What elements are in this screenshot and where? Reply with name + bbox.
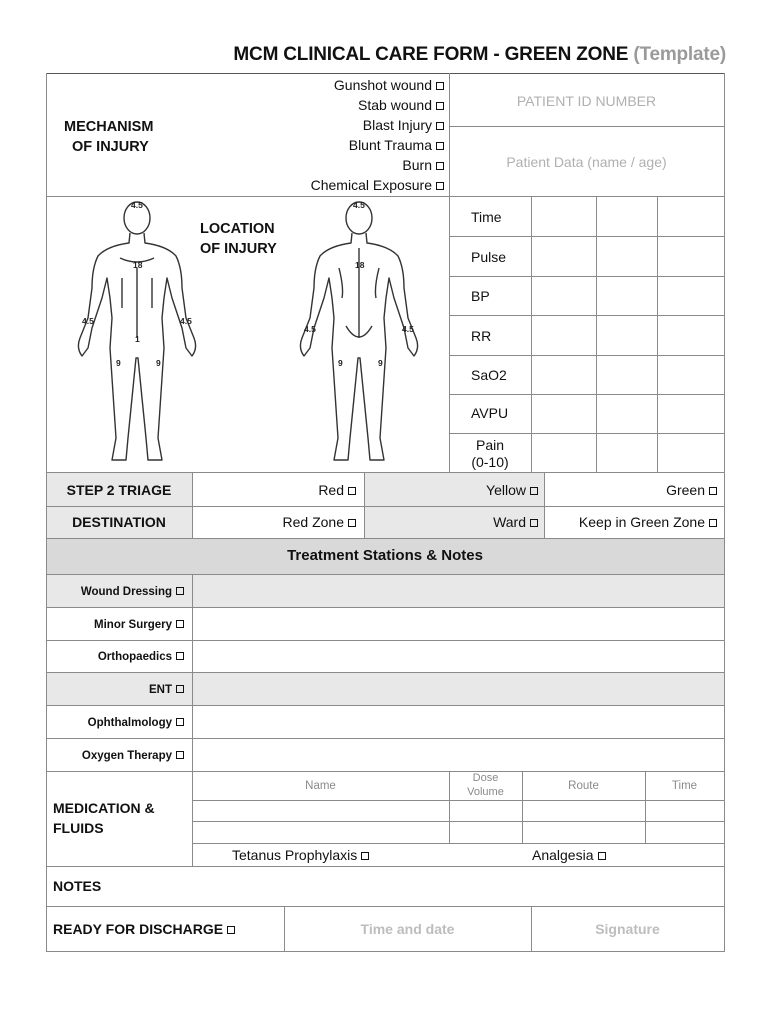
checkbox-icon[interactable] [176,652,184,660]
triage-option-red[interactable]: Red [318,482,356,498]
vitals-label-avpu: AVPU [471,405,509,421]
vitals-label-bp: BP [471,288,490,304]
destination-option-red-zone[interactable]: Red Zone [283,514,356,530]
form-title [46,44,726,72]
medication-col-route: Route [568,780,599,792]
checkbox-icon[interactable] [436,142,444,150]
checkbox-icon[interactable] [709,519,717,527]
mechanism-option-chemical[interactable]: Chemical Exposure [311,177,444,193]
vitals-label-pain-scale: (0-10) [471,454,509,470]
vitals-label-pulse: Pulse [471,249,507,265]
tetanus-prophylaxis-option[interactable]: Tetanus Prophylaxis [232,847,369,863]
front-label-groin: 1 [135,334,140,344]
medication-label-line1: MEDICATION & [53,800,155,816]
checkbox-icon[interactable] [436,162,444,170]
back-label-head: 4.5 [353,200,365,210]
checkbox-icon[interactable] [176,718,184,726]
medication-col-name: Name [305,780,336,792]
checkbox-icon[interactable] [436,182,444,190]
checkbox-icon[interactable] [709,487,717,495]
mechanism-heading-line1: MECHANISM [64,119,154,135]
station-wound-dressing[interactable]: Wound Dressing [81,584,184,600]
vitals-label-time: Time [471,209,502,225]
checkbox-icon[interactable] [436,82,444,90]
mechanism-option-blast[interactable]: Blast Injury [363,117,444,133]
destination-option-green-zone[interactable]: Keep in Green Zone [579,514,717,530]
discharge-signature-field[interactable]: Signature [595,921,660,937]
location-heading-line2: OF INJURY [200,241,277,257]
checkbox-icon[interactable] [348,519,356,527]
mechanism-option-blunt[interactable]: Blunt Trauma [349,137,444,153]
treatment-heading: Treatment Stations & Notes [287,547,483,564]
analgesia-option[interactable]: Analgesia [532,847,606,863]
station-ent[interactable]: ENT [149,682,184,698]
checkbox-icon[interactable] [436,102,444,110]
back-label-right-arm: 4.5 [304,324,316,334]
checkbox-icon[interactable] [227,926,235,934]
front-label-left-leg: 9 [156,358,161,368]
back-label-right-leg: 9 [338,358,343,368]
triage-option-yellow[interactable]: Yellow [486,482,538,498]
patient-data-field[interactable]: Patient Data (name / age) [506,154,667,170]
medication-col-volume: Volume [467,786,504,798]
checkbox-icon[interactable] [176,751,184,759]
front-label-head: 4.5 [131,200,143,210]
destination-label: DESTINATION [72,514,166,530]
front-label-left-arm: 4.5 [180,316,192,326]
checkbox-icon[interactable] [176,685,184,693]
form-title-main: MCM CLINICAL CARE FORM - GREEN ZONE [233,44,629,65]
back-label-torso: 18 [355,260,365,270]
checkbox-icon[interactable] [530,519,538,527]
station-row-bg-4 [46,672,724,705]
checkbox-icon[interactable] [530,487,538,495]
checkbox-icon[interactable] [361,852,369,860]
checkbox-icon[interactable] [176,620,184,628]
checkbox-icon[interactable] [176,587,184,595]
vitals-label-sao2: SaO2 [471,367,507,383]
destination-option-ward[interactable]: Ward [493,514,538,530]
station-oxygen-therapy[interactable]: Oxygen Therapy [82,748,184,764]
mechanism-option-stab[interactable]: Stab wound [358,97,444,113]
front-label-torso: 18 [133,260,143,270]
station-orthopaedics[interactable]: Orthopaedics [98,649,184,665]
ready-for-discharge-option[interactable]: READY FOR DISCHARGE [53,921,235,937]
checkbox-icon[interactable] [436,122,444,130]
vitals-label-rr: RR [471,328,492,344]
notes-label: NOTES [53,878,102,894]
mechanism-heading-line2: OF INJURY [72,139,149,155]
back-label-left-arm: 4.5 [402,324,414,334]
body-front-figure[interactable] [62,198,212,472]
vitals-label-pain: Pain [475,437,505,453]
station-minor-surgery[interactable]: Minor Surgery [94,617,184,633]
body-back-figure[interactable] [284,198,434,472]
triage-label: STEP 2 TRIAGE [66,482,172,498]
form-title-suffix: (Template) [633,44,726,65]
checkbox-icon[interactable] [348,487,356,495]
checkbox-icon[interactable] [598,852,606,860]
front-label-right-leg: 9 [116,358,121,368]
triage-option-green[interactable]: Green [666,482,717,498]
discharge-time-field[interactable]: Time and date [360,921,455,937]
medication-col-time: Time [671,780,698,792]
mechanism-option-burn[interactable]: Burn [402,157,444,173]
patient-id-field[interactable]: PATIENT ID NUMBER [516,93,657,109]
back-label-left-leg: 9 [378,358,383,368]
mechanism-option-gunshot[interactable]: Gunshot wound [334,77,444,93]
medication-label-line2: FLUIDS [53,820,104,836]
medication-col-dose: Dose [472,772,499,784]
notes-field[interactable] [120,868,720,904]
station-ophthalmology[interactable]: Ophthalmology [88,715,184,731]
location-heading-line1: LOCATION [200,221,275,237]
front-label-right-arm: 4.5 [82,316,94,326]
